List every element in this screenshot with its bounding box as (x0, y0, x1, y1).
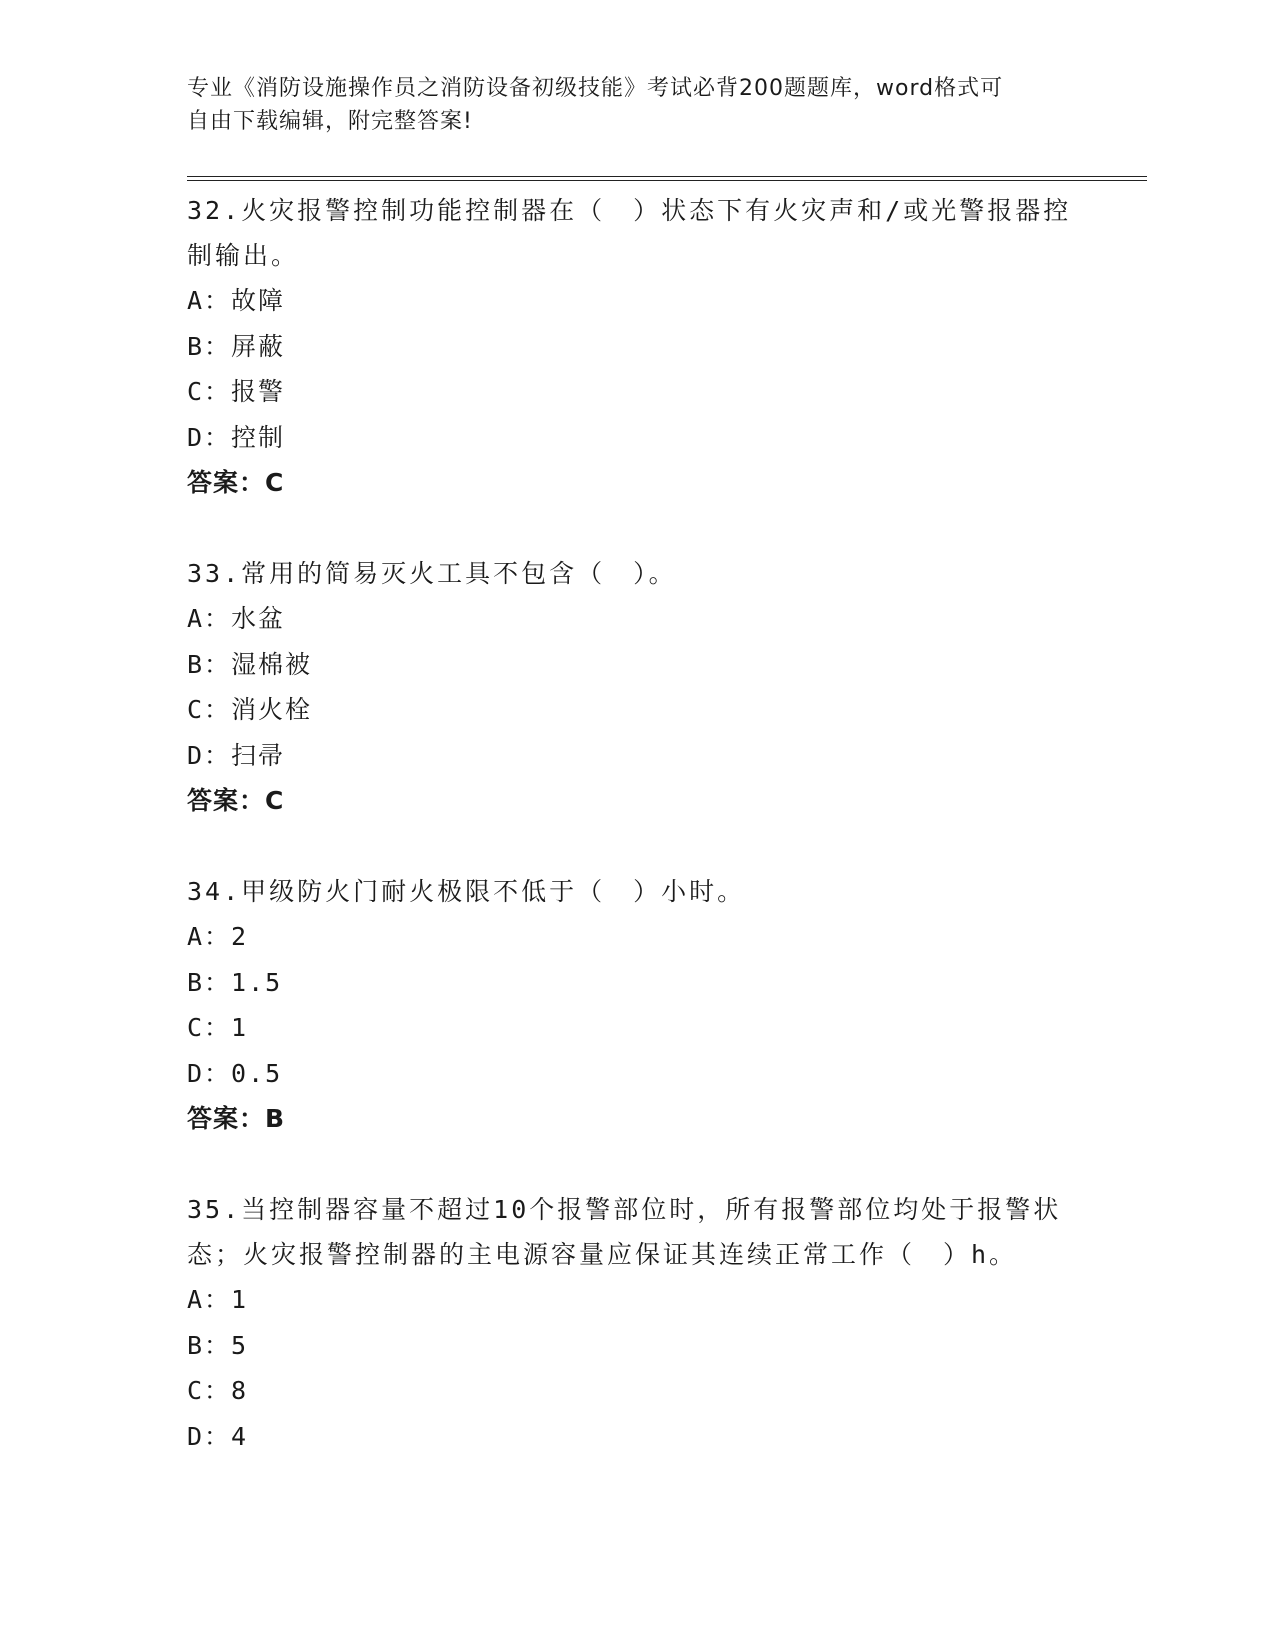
header-line-1: 专业《消防设施操作员之消防设备初级技能》考试必背200题题库，word格式可 (187, 76, 1004, 101)
option-b: B：湿棉被 (187, 649, 313, 679)
question-text: 32.火灾报警控制功能控制器在（ ）状态下有火灾声和/或光警报器控制输出。 (187, 196, 1072, 270)
option-b: B：屏蔽 (187, 331, 286, 361)
question-35 (187, 1187, 1087, 1459)
option-c: C：消火栓 (187, 695, 313, 724)
header-line-2: 自由下载编辑，附完整答案! (187, 109, 473, 134)
question-33 (187, 551, 1087, 823)
option-c: C：8 (187, 1376, 249, 1405)
option-d: D：控制 (187, 422, 286, 452)
option-a: A：2 (187, 922, 249, 951)
option-d: D：0.5 (187, 1058, 283, 1088)
option-d: D：4 (187, 1421, 249, 1451)
option-a: A：故障 (187, 286, 286, 315)
option-c: C：1 (187, 1013, 249, 1042)
question-text: 35.当控制器容量不超过10个报警部位时，所有报警部位均处于报警状态；火灾报警控制器的主电源容量应保证其连续正常工作（ ）h。 (187, 1195, 1062, 1269)
question-34 (187, 869, 1087, 1141)
question-list (187, 188, 1087, 1505)
question-text: 34.甲级防火门耐火极限不低于（ ）小时。 (187, 877, 746, 906)
question-text: 33.常用的简易灭火工具不包含（ ）。 (187, 559, 677, 588)
option-a: A：水盆 (187, 604, 286, 633)
header-divider (187, 176, 1147, 181)
answer: 答案：C (187, 468, 285, 497)
option-c: C：报警 (187, 377, 286, 406)
question-32 (187, 188, 1087, 505)
option-b: B：1.5 (187, 967, 283, 997)
option-b: B：5 (187, 1330, 249, 1360)
answer: 答案：B (187, 1104, 286, 1133)
document-header (187, 72, 1067, 138)
option-d: D：扫帚 (187, 740, 286, 770)
answer: 答案：C (187, 786, 285, 815)
option-a: A：1 (187, 1285, 249, 1314)
